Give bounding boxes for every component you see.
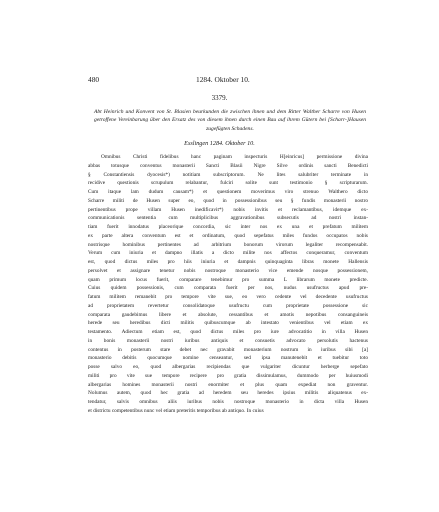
text-line: herede seu heredibus dicti militis quibuscumque ab intestato venientibus vel etiam ex: [88, 320, 368, 327]
text-line: recidive questionis scrupulum relabantur, fulciri solite sunt testimonio § scripturarum.: [88, 180, 368, 187]
text-line: albergarias homines monasterii nostri enormiter et plus quam expediat non graventur.: [88, 381, 368, 388]
text-line: persolvet et assignare tenetur nobis nostroque monasterio vice emende nosque possessionem,: [88, 267, 368, 274]
text-line: tiam fuerit innodatus placeorique concordia, sic inter nos ex una et prefatum militem: [88, 224, 368, 230]
text-line: ex parte altera conventum est et ordinatum, quod sepefatus miles fundos occupatos nobis: [88, 232, 368, 239]
text-line: tendatur, salvis omnibus aliis iuribus nobis nostroque monasterio in dicta villa Husen: [88, 399, 368, 405]
charter-text: [88, 153, 368, 416]
text-line: testamento. Adiectum etiam est, quod dictus miles pro iure advocatitio in villa Husen: [88, 329, 368, 335]
text-line: est, quod dictus miles pro hiis iniuria et dampnis quinquaginta libras monete Hallensis: [88, 259, 368, 265]
text-line: pertinentibus prope villam Husen inedificavit*) nobis invitis et reclamantibus, idemque ex-: [88, 206, 368, 213]
text-line: § Constantiensis dyocesis*) notitiam subscriptorum. Ne lites salubriter terminate in: [88, 171, 368, 178]
document-number: 3379.: [211, 94, 228, 102]
text-line: Cum itaque lam dudum causam*) et questionem moverimus viro strenuo Walthero dicto: [88, 189, 368, 195]
regest-summary: Abt Heinrich und Konvent von St. Blasien beurkunden die zwischen ihnen und dem Ritter Walther Scharre von Husen getroffene Vereinbarung über den Ersatz des von diesem ihnen durch einen Bau auf ihrem Gütern bei [Scharr-]Hausen zugefügten Schadens.: [94, 109, 366, 132]
text-line: nostrisque hominibus pertinentes ad arbitrium bonorum virorum legaliter recompensabit.: [88, 241, 368, 248]
page-number: 480: [88, 75, 100, 84]
text-line: et districtu competentibus nunc vel etiam preteritis temporibus ab antiquo. In cuius: [88, 407, 264, 414]
text-line: posse salvo eo, quod albergarias recipiendas que vulgariter dicuntur herberge sepefato: [88, 364, 368, 370]
text-line: Cuius quidem possessionis, cum comparata fuerit per nos, nudus usufructus apud pre-: [88, 285, 368, 292]
running-title: 1284. Oktober 10.: [196, 75, 250, 84]
text-line: comparata gaudebimus libere et absolute, cessantibus et amotis nepotibus consanguineis: [88, 311, 368, 318]
text-line: Verum cum iniuria et dampno illatis a dicto milite nos affectos conqueramur, conventum: [88, 250, 368, 257]
text-line: ad proprietatem revertetur consolidatoque usufructu cum proprietate possessione sic: [88, 302, 368, 309]
text-line: Nolumus autem, quod hec gratia ad heredem seu heredes ipsius militis aliquatenus ex-: [88, 390, 368, 397]
dateline: Esslingen 1284. Oktober 10.: [184, 140, 255, 147]
text-line: monasterio debitis quocumque nomine censeantur, sed ipsa manutenebit et tuebitur toto: [88, 355, 368, 362]
text-line: fatum militem remanebit pro tempore vite sue, eo vero cedente vel decedente usufructus: [88, 294, 368, 300]
text-line: communicationis sententia cum multiplicibus aggravationibus subsecutis ad nostri instan-: [88, 215, 368, 222]
text-line: abbas totusque conventus monasterii Sancti Blasii Nigre Silve ordinis sancti Benedicti: [88, 162, 368, 169]
text-line: Omnibus Christi fidelibus hanc paginam inspecturis H[einricus] permissione divina: [101, 154, 368, 160]
text-line: Scharre militi de Husen super eo, quod in possessionibus seu § fundis monasterii nostro: [88, 197, 368, 204]
text-line: contentus in posterum stare debet nec gravabit monasterium nostrum in iuribus sibi [a]: [88, 346, 368, 353]
text-line: quam primum locus fuerit, comparare tenebimur pro summa L librarum monete predicte.: [88, 276, 368, 283]
text-line: militi pro vite sue tempore recipere pro gratia dissimulamus, dummodo per huiusmodi: [88, 372, 368, 379]
text-line: in bonis monasterii nostri iuribus antiquis et consuetis advocato persolutis hactenus: [88, 337, 368, 344]
